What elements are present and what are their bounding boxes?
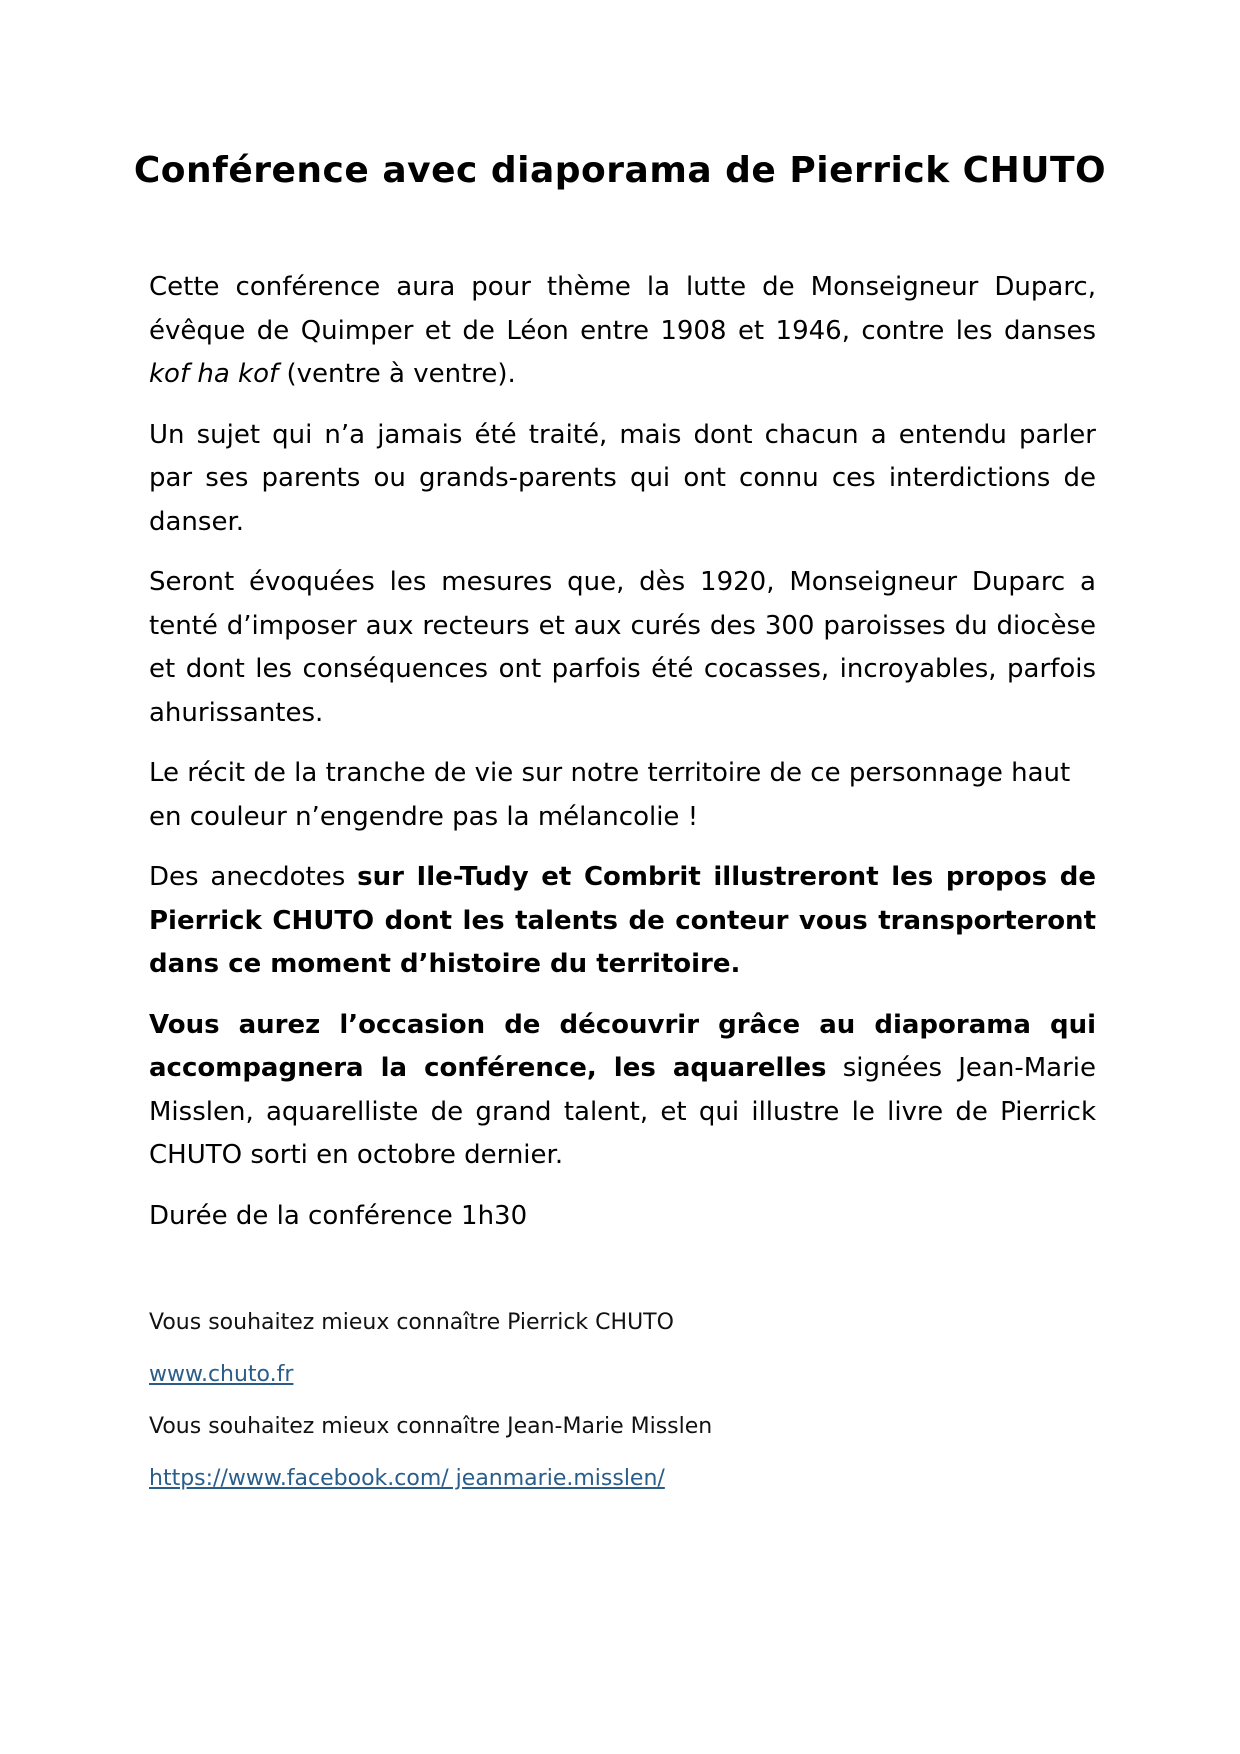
document-body xyxy=(149,266,1096,1255)
paragraph-theme-text: Cette conférence aura pour thème la lutte de Monseigneur Duparc, évêque de Quimper et de Léon entre 1908 et 1946, contre les danses xyxy=(149,272,1096,346)
page-title: Conférence avec diaporama de Pierrick CHUTO xyxy=(133,150,1107,191)
paragraph-watercolors xyxy=(149,1004,1096,1178)
misslen-link-line xyxy=(149,1466,1096,1492)
paragraph-story: Le récit de la tranche de vie sur notre territoire de ce personnage haut en couleur n’engendre pas la mélancolie ! xyxy=(149,758,1071,832)
dance-name: kof ha kof xyxy=(149,359,279,389)
paragraph-duration: Durée de la conférence 1h30 xyxy=(149,1200,528,1231)
paragraph-theme-text-end: (ventre à ventre). xyxy=(278,359,516,389)
paragraph-anecdotes-bold: sur Ile-Tudy et Combrit illustreront les propos de Pierrick CHUTO dont les talents de conteur vous transporteront dans ce moment d’histoire du territoire xyxy=(149,862,1097,979)
footer-links xyxy=(149,1310,1096,1518)
chuto-label: Vous souhaitez mieux connaître Pierrick CHUTO xyxy=(149,1310,674,1335)
paragraph-anecdotes xyxy=(149,856,1096,987)
paragraph-subject: Un sujet qui n’a jamais été traité, mais dont chacun a entendu parler par ses parents ou grands-parents qui ont connu ces interdictions de danser. xyxy=(149,419,1096,537)
misslen-facebook-link[interactable]: https://www.facebook.com/ jeanmarie.misslen/ xyxy=(149,1466,665,1491)
chuto-website-link[interactable]: www.chuto.fr xyxy=(149,1362,294,1387)
paragraph-anecdotes-intro: Des anecdotes xyxy=(149,862,358,892)
paragraph-measures: Seront évoquées les mesures que, dès 1920, Monseigneur Duparc a tenté d’imposer aux recteurs et aux curés des 300 paroisses du diocèse et dont les conséquences ont parfois été cocasses, incroyables, parfois ahurissantes. xyxy=(149,567,1096,728)
chuto-link-line xyxy=(149,1362,1096,1388)
misslen-label: Vous souhaitez mieux connaître Jean-Marie Misslen xyxy=(149,1414,713,1439)
paragraph-watercolors-bold: Vous aurez l’occasion de découvrir grâce au diaporama qui accompagnera la conférence, les aquarelles xyxy=(149,1009,1096,1083)
paragraph-theme xyxy=(149,266,1096,397)
paragraph-watercolors-text: signées Jean-Marie Misslen, aquarelliste de grand talent, et qui illustre le livre de Pierrick CHUTO sorti en octobre dernier. xyxy=(149,1053,1096,1170)
paragraph-anecdotes-end: . xyxy=(730,949,741,979)
